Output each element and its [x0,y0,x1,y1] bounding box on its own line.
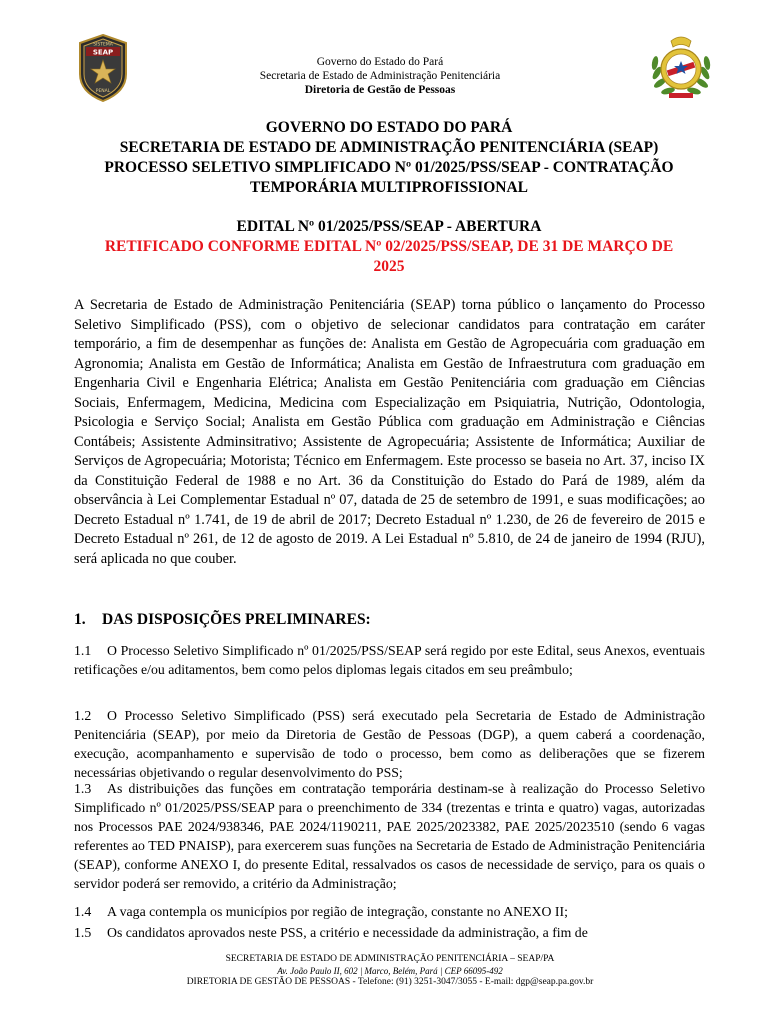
badge-bottom-text: PENAL [95,89,111,94]
badge-name-text: SEAP [92,48,114,57]
clause-number: 1.2 [74,708,92,723]
para-coat-of-arms-icon [647,33,715,103]
letterhead [180,55,580,97]
letterhead-secretariat: Secretaria de Estado de Administração Penitenciária [259,70,501,82]
heading-government: GOVERNO DO ESTADO DO PARÁ [265,119,513,136]
clause-number: 1.1 [74,643,92,658]
rectification-line-1: RETIFICADO CONFORME EDITAL Nº 02/2025/PSS/SEAP, DE 31 DE MARÇO DE [104,238,674,255]
footer-secretariat: SECRETARIA DE ESTADO DE ADMINISTRAÇÃO PENITENCIÁRIA – SEAP/PA [225,954,555,964]
clause-1-3 [74,779,705,893]
footer-address: Av. João Paulo II, 602 | Marco, Belém, Pará | CEP 66095-492 [277,965,503,976]
page-footer [150,954,630,989]
clause-1-4 [74,902,705,921]
section-1-title [74,610,371,630]
clause-number: 1.4 [74,904,92,919]
edital-title: EDITAL Nº 01/2025/PSS/SEAP - ABERTURA [236,218,542,235]
rectification-line-2: 2025 [373,258,405,275]
section-number: 1. [74,611,86,628]
clause-1-2 [74,706,705,782]
clause-text: O Processo Seletivo Simplificado (PSS) será executado pela Secretaria de Estado de Administração Penitenciária (SEAP), por meio da Diretoria de Gestão de Pessoas (DGP), a quem caberá a coordenação, execução, acompanhamento e supervisão de todo o processo, bem como as deliberações que se fizerem necessárias objetivando o regular desenvolvimento do PSS; [74,708,705,780]
clause-number: 1.5 [74,925,92,940]
clause-text: Os candidatos aprovados neste PSS, a critério e necessidade da administração, a fim de [107,925,588,940]
heading-process: PROCESSO SELETIVO SIMPLIFICADO Nº 01/2025/PSS/SEAP - CONTRATAÇÃO [104,159,674,176]
clause-number: 1.3 [74,781,92,796]
letterhead-government: Governo do Estado do Pará [316,56,444,68]
heading-secretariat: SECRETARIA DE ESTADO DE ADMINISTRAÇÃO PENITENCIÁRIA (SEAP) [119,139,659,156]
intro-paragraph: A Secretaria de Estado de Administração Penitenciária (SEAP) torna público o lançamento do Processo Seletivo Simplificado (PSS), com o objetivo de selecionar candidatos para contratação em caráter temporário, a fim de desempenhar as funções de: Analista em Gestão de Agropecuária com graduação em Agronomia; Analista em Gestão de Informática; Analista em Gestão de Infraestrutura com graduação em Engenharia Civil e Engenharia Elétrica; Analista em Gestão Penitenciária com graduação em Ciências Sociais, Enfermagem, Medicina, Medicina com Especialização em Psiquiatria, Nutrição, Odontologia, Psicologia e Serviço Social; Analista em Gestão Pública com graduação em Administração e Ciências Contábeis; Assistente Adminsitrativo; Assistente de Agropecuária; Assistente de Informática; Auxiliar de Serviços de Agropecuária; Motorista; Técnico em Enfermagem. Este processo se baseia no Art. 37, inciso IX da Constituição Federal de 1988 e no Art. 36 da Constituição do Estado do Pará de 1989, além da observância à Lei Complementar Estadual nº 07, datada de 25 de setembro de 1991, e suas modificações; ao Decreto Estadual nº 1.741, de 19 de abril de 2017; Decreto Estadual nº 1.230, de 26 de fevereiro de 2015 e Decreto Estadual nº 261, de 12 de agosto de 2019. A Lei Estadual nº 5.810, de 24 de janeiro de 1994 (RJU), será aplicada no que couber. [74,297,705,567]
clause-text: A vaga contempla os municípios por região de integração, constante no ANEXO II; [107,904,568,919]
badge-top-text: SISTEMA [93,42,113,48]
clause-1-5 [74,923,705,942]
clause-text: O Processo Seletivo Simplificado nº 01/2025/PSS/SEAP será regido por este Edital, seus Anexos, eventuais retificações e/ou aditamentos, bem como pelos diplomas legais citados em seu preâmbulo; [74,643,705,677]
heading-process-cont: TEMPORÁRIA MULTIPROFISSIONAL [249,179,529,196]
section-title-text: DAS DISPOSIÇÕES PRELIMINARES: [102,611,371,628]
footer-contact: DIRETORIA DE GESTÃO DE PESSOAS - Telefone: (91) 3251-3047/3055 - E-mail: dgp@seap.pa.gov.br [186,977,594,987]
clause-1-1 [74,641,705,679]
main-heading [74,118,704,198]
seap-badge-logo [78,34,128,102]
rectification-notice [74,237,704,277]
clause-text: As distribuições das funções em contratação temporária destinam-se à realização do Processo Seletivo Simplificado nº 01/2025/PSS/SEAP para o preenchimento de 334 (trezentas e trinta e quatro) vagas, autorizadas nos Processos PAE 2024/938346, PAE 2024/1190211, PAE 2025/2023382, PAE 2025/2023510 (sendo 6 vagas referentes ao TED PNAISP), para exercerem suas funções na Secretaria de Estado de Administração Penitenciária (SEAP), conforme ANEXO I, do presente Edital, ressalvados os casos de necessidade de serviço, para os quais o servidor poderá ser removido, a critério da Administração; [74,781,705,891]
letterhead-directorate: Diretoria de Gestão de Pessoas [304,84,456,96]
